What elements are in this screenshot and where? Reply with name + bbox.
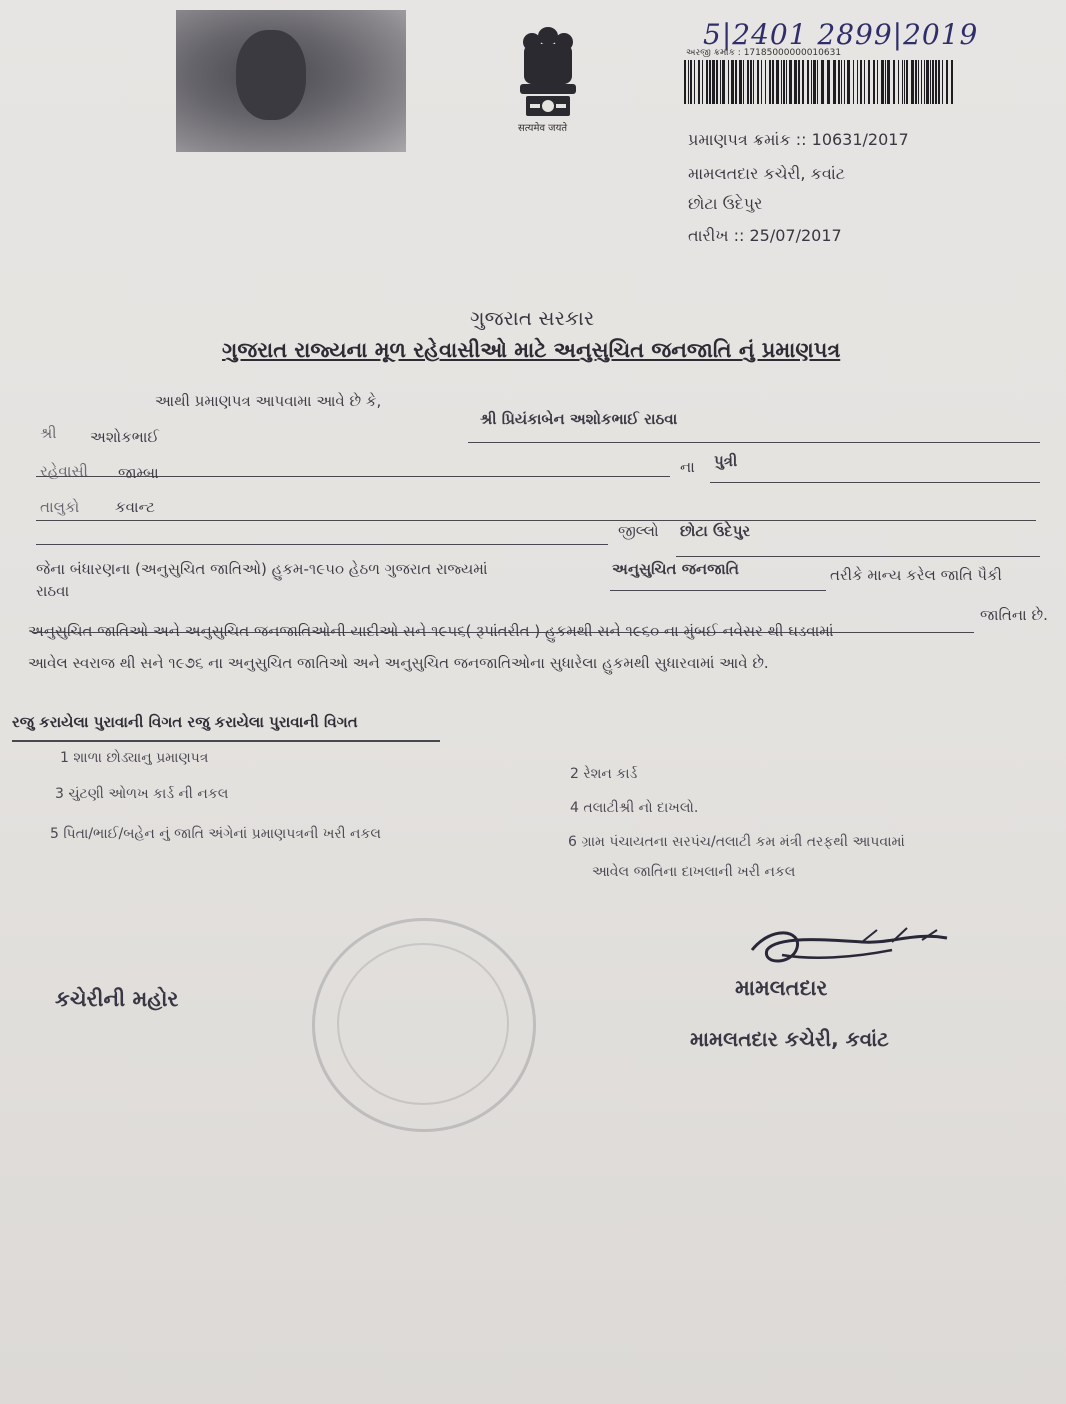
document-item-3: 3 ચુંટણી ઓળખ કાર્ડ ની નકલ	[55, 786, 229, 802]
barcode-bar	[702, 60, 703, 104]
barcode-bar	[684, 60, 686, 104]
barcode-bar	[951, 60, 953, 104]
barcode-bar	[938, 60, 940, 104]
taluka-line	[36, 544, 608, 545]
government-title: ગુજરાત સરકાર	[470, 306, 595, 330]
barcode-bar	[798, 60, 800, 104]
barcode-bar	[772, 60, 774, 104]
barcode-bar	[716, 60, 718, 104]
documents-heading-underline	[12, 740, 440, 742]
photo-face	[236, 30, 306, 120]
barcode-bar	[906, 60, 908, 104]
barcode-bar	[743, 60, 744, 104]
relation-label: ના	[680, 458, 695, 476]
date-label: તારીખ ::	[688, 226, 745, 245]
relation-line	[710, 482, 1040, 483]
barcode-bar	[885, 60, 886, 104]
barcode-bar	[789, 60, 792, 104]
barcode-bar	[893, 60, 895, 104]
barcode-bar	[698, 60, 700, 104]
barcode-bar	[930, 60, 931, 104]
barcode-bar	[694, 60, 695, 104]
barcode-bar	[781, 60, 782, 104]
barcode-bar	[786, 60, 787, 104]
barcode-bar	[813, 60, 816, 104]
barcode-bar	[877, 60, 878, 104]
barcode-bar	[860, 60, 862, 104]
barcode-bar	[946, 60, 948, 104]
barcode-bar	[817, 60, 818, 104]
barcode-bar	[838, 60, 840, 104]
taluka-name: કવાન્ટ	[115, 498, 155, 516]
handwritten-number: 5|2401 2899|2019	[703, 18, 979, 51]
intro-text: આથી પ્રમાણપત્ર આપવામા આવે છે કે,	[155, 392, 382, 410]
barcode-bar	[887, 60, 890, 104]
barcode-bar	[769, 60, 771, 104]
relation-value: પુત્રી	[714, 452, 738, 470]
signatory-office: મામલતદાર કચેરી, કવાંટ	[690, 1027, 889, 1051]
barcode-bar	[688, 60, 689, 104]
document-item-5: 5 પિતા/ભાઈ/બહેન નું જાતિ અંગેનાં પ્રમાણપત્રની ખરી નકલ	[50, 826, 381, 842]
barcode-bar	[750, 60, 752, 104]
barcode-bar	[753, 60, 754, 104]
signature-icon	[742, 920, 952, 975]
barcode-bar	[932, 60, 934, 104]
taluka-label: તાલુકો	[40, 498, 80, 516]
paragraph-line-1: અનુસુચિત જાતિઓ અને અનુસુચિત જનજાતિઓની યાદીઓ સને ૧૯૫૬( રૂપાંતરીત ) હુકમથી સને ૧૯૬૦ ના મુંબઈ નવેસર થી ઘડવામાં	[28, 622, 834, 640]
date-row	[688, 226, 842, 246]
barcode-bar	[864, 60, 865, 104]
barcode-bar	[911, 60, 914, 104]
barcode-bar	[709, 60, 711, 104]
document-item-1: 1 શાળા છોડ્યાનુ પ્રમાણપત્ર	[60, 750, 209, 766]
barcode-bar	[761, 60, 762, 104]
barcode-bar	[712, 60, 715, 104]
barcode-bar	[902, 60, 903, 104]
barcode-bar	[783, 60, 785, 104]
certificate-number-label: પ્રમાણપત્ર ક્રમાંક ::	[688, 130, 807, 149]
paragraph-line-2: આવેલ સ્વરાજ થી સને ૧૯૭૬ ના અનુસુચિત જાતિઓ અને અનુસુચિત જનજાતિઓના સુધારેલા હુકમથી સુધારવામાં આવે છે.	[28, 654, 769, 672]
barcode-bar	[827, 60, 830, 104]
barcode-bar	[847, 60, 850, 104]
barcode-icon	[684, 60, 959, 104]
emblem-caption: सत्यमेव जयते	[518, 123, 568, 134]
document-item-6-cont: આવેલ જાતિના દાખલાની ખરી નકલ	[592, 864, 796, 880]
barcode-bar	[926, 60, 929, 104]
father-name: અશોકભાઈ	[90, 428, 159, 446]
category-value: અનુસુચિત જનજાતિ	[612, 560, 739, 578]
barcode-bar	[706, 60, 708, 104]
barcode-bar	[802, 60, 804, 104]
barcode-bar	[898, 60, 899, 104]
barcode-bar	[853, 60, 854, 104]
barcode-bar	[935, 60, 937, 104]
barcode-bar	[921, 60, 922, 104]
barcode-bar	[811, 60, 812, 104]
certificate-number: 10631/2017	[811, 130, 909, 149]
office-line: મામલતદાર કચેરી, કવાંટ	[688, 164, 846, 183]
barcode-bar	[776, 60, 779, 104]
seal-label: કચેરીની મહોર	[55, 987, 179, 1011]
barcode-bar	[747, 60, 749, 104]
district-line: છોટા ઉદેપુર	[688, 194, 763, 213]
district-line-rule	[676, 556, 1040, 557]
barcode-bar	[821, 60, 824, 104]
barcode-bar	[924, 60, 925, 104]
barcode-bar	[739, 60, 742, 104]
documents-heading: રજુ કરાયેલા પુરાવાની વિગત રજુ કરાયેલા પુરાવાની વિગત	[12, 713, 358, 731]
applicant-name: શ્રી પ્રિયંકાબેન અશોકભાઈ રાઠવા	[480, 410, 678, 428]
barcode-bar	[807, 60, 809, 104]
barcode-bar	[720, 60, 721, 104]
signatory-title: મામલતદાર	[735, 976, 828, 1000]
document-item-2: 2 રેશન કાર્ડ	[570, 766, 638, 782]
barcode-bar	[844, 60, 845, 104]
barcode-bar	[757, 60, 759, 104]
barcode-bar	[915, 60, 917, 104]
barcode-bar	[868, 60, 870, 104]
barcode-bar	[873, 60, 875, 104]
barcode-bar	[731, 60, 734, 104]
order-text: જેના બંધારણના (અનુસુચિત જાતિઓ) હુકમ-૧૯૫૦ હેઠળ ગુજરાત રાજ્યમાં	[36, 560, 488, 578]
resident-label: રહેવાસી	[40, 462, 88, 480]
applicant-name-line	[468, 442, 1040, 443]
barcode-bar	[690, 60, 692, 104]
barcode-bar	[728, 60, 729, 104]
barcode-bar	[833, 60, 836, 104]
barcode-bar	[722, 60, 725, 104]
barcode-bar	[918, 60, 919, 104]
barcode-bar	[881, 60, 884, 104]
recognized-text: તરીકે માન્ય કરેલ જાતિ પૈકી	[830, 566, 1002, 584]
document-item-4: 4 તલાટીશ્રી નો દાખલો.	[570, 800, 699, 816]
district-name: છોટા ઉદેપુર	[680, 522, 751, 540]
certificate-number-row	[688, 130, 909, 150]
barcode-bar	[841, 60, 842, 104]
office-stamp	[312, 918, 536, 1132]
barcode-bar	[735, 60, 737, 104]
village-name: જામ્બા	[118, 464, 159, 482]
district-label: જીલ્લો	[618, 522, 659, 540]
barcode-bar	[794, 60, 797, 104]
issue-date: 25/07/2017	[749, 226, 842, 245]
father-prefix: શ્રી	[40, 424, 57, 442]
certificate-title: ગુજરાત રાજ્યના મૂળ રહેવાસીઓ માટે અનુસુચિત જનજાતિ નું પ્રમાણપત્ર	[222, 338, 841, 362]
village-line	[36, 520, 1036, 521]
document-item-6: 6 ગ્રામ પંચાયતના સરપંચ/તલાટી કમ મંત્રી તરફથી આપવામાં	[568, 834, 905, 850]
category-line	[610, 590, 826, 591]
barcode-bar	[942, 60, 943, 104]
barcode-bar	[904, 60, 905, 104]
barcode-bar	[857, 60, 858, 104]
caste-suffix: જાતિના છે.	[980, 606, 1048, 624]
barcode-bar	[765, 60, 766, 104]
caste-name: રાઠવા	[36, 582, 70, 600]
barcode-text: અરજી ક્રમાંક : 17185000000010631	[686, 48, 842, 58]
applicant-photo	[176, 10, 406, 152]
